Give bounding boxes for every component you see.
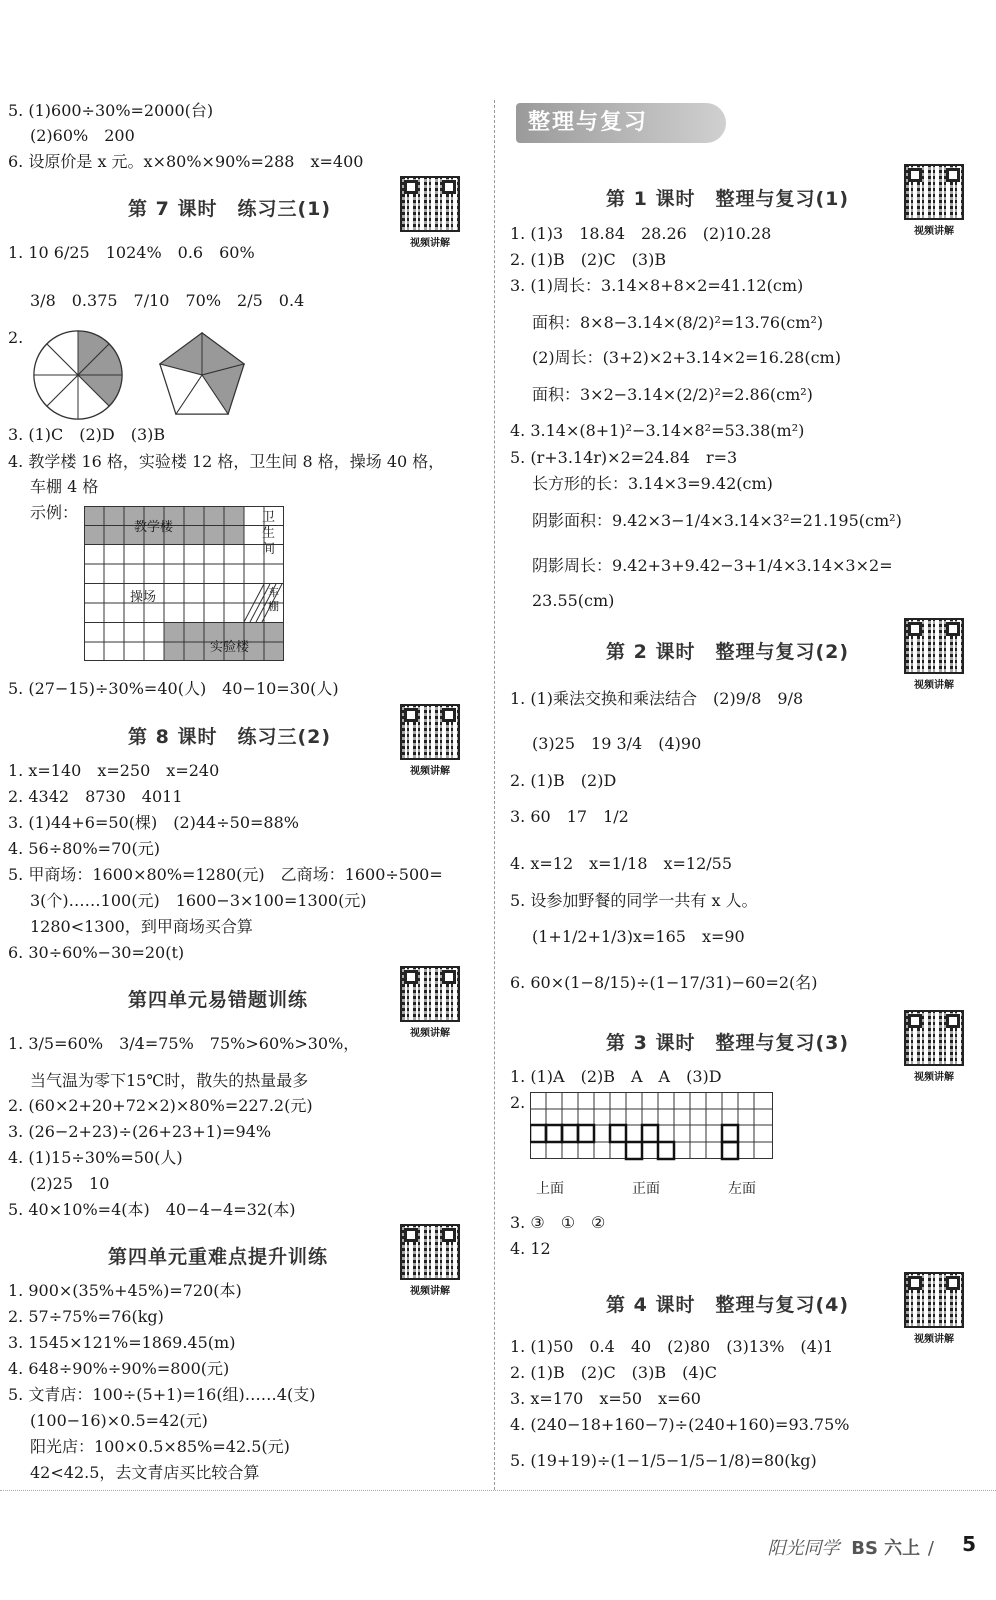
answer-line: 1. 900×(35%+45%)=720(本) [8, 1281, 242, 1300]
answer-line: (3)25 19 3/4 (4)90 [532, 734, 702, 753]
answer-line: 6. 设原价是 x 元。x×80%×90%=288 x=400 [8, 152, 364, 171]
qr-caption: 视频讲解 [914, 1334, 954, 1345]
answer-line: 2. (1)B (2)D [510, 771, 617, 790]
answer-line: 5. (19+19)÷(1−1/5−1/5−1/8)=80(kg) [510, 1451, 817, 1470]
answer-line: 车棚 4 格 [30, 477, 99, 496]
section-title: 第四单元易错题训练 [128, 989, 309, 1011]
page-separator: / [927, 1538, 934, 1559]
answer-line: 1. 10 6/25 1024% 0.6 60% [8, 243, 255, 262]
answer-line: 1280<1300，到甲商场买合算 [30, 917, 253, 936]
grid-label-shed: 车棚 [268, 586, 279, 613]
qr-code-icon [400, 1224, 460, 1280]
answer-line: 2. 57÷75%=76(kg) [8, 1307, 164, 1326]
answer-line: 1. 3/5=60% 3/4=75% 75%>60%>30%， [8, 1034, 360, 1053]
answer-line: 4. (240−18+160−7)÷(240+160)=93.75% [510, 1415, 850, 1434]
qr-code[interactable] [400, 176, 460, 249]
answer-line: 2. (60×2+20+72×2)×80%=227.2(元) [8, 1096, 313, 1115]
answer-line: 2. [510, 1093, 526, 1112]
qr-code[interactable] [904, 164, 964, 237]
qr-code-icon [400, 704, 460, 760]
pentagon-figure [160, 333, 244, 414]
answer-line: 1. (1)A (2)B A A (3)D [510, 1067, 722, 1086]
answer-line: 2. (1)B (2)C (3)B [510, 250, 667, 269]
answer-line: 2. (1)B (2)C (3)B (4)C [510, 1363, 718, 1382]
campus-grid-map [84, 506, 284, 661]
section-title: 第 2 课时 整理与复习(2) [606, 641, 850, 663]
qr-code[interactable] [904, 1272, 964, 1345]
answer-line: 3. (1)C (2)D (3)B [8, 425, 166, 444]
answer-line: 3. (26−2+23)÷(26+23+1)=94% [8, 1122, 272, 1141]
footer-brand [768, 1534, 935, 1560]
answer-line: 4. 56÷80%=70(元) [8, 839, 160, 858]
footer-rule [0, 1490, 996, 1493]
answer-line: 5. (27−15)÷30%=40(人) 40−10=30(人) [8, 679, 339, 698]
answer-line: 长方形的长：3.14×3=9.42(cm) [532, 474, 773, 493]
section-title: 第 8 课时 练习三(2) [128, 726, 332, 748]
answer-line: (100−16)×0.5=42(元) [30, 1411, 208, 1430]
qr-caption: 视频讲解 [410, 1286, 450, 1297]
qr-code-icon [400, 176, 460, 232]
qr-code[interactable] [904, 1010, 964, 1083]
answer-line: 5. 甲商场：1600×80%=1280(元) 乙商场：1600÷500= [8, 865, 443, 884]
page-number: 5 [962, 1532, 976, 1556]
answer-line: 4. 教学楼 16 格，实验楼 12 格，卫生间 8 格，操场 40 格， [8, 452, 445, 471]
view-label-left: 左面 [728, 1181, 756, 1197]
answer-line: 1. x=140 x=250 x=240 [8, 761, 220, 780]
qr-caption: 视频讲解 [410, 1028, 450, 1039]
qr-caption: 视频讲解 [410, 238, 450, 249]
answer-line: 5. (r+3.14r)×2=24.84 r=3 [510, 448, 738, 467]
answer-line: 面积：3×2−3.14×(2/2)²=2.86(cm²) [532, 385, 813, 404]
answer-line: 4. 3.14×(8+1)²−3.14×8²=53.38(m²) [510, 421, 805, 440]
answer-line: 1. (1)50 0.4 40 (2)80 (3)13% (4)1 [510, 1337, 834, 1356]
answer-line: 3. (1)周长：3.14×8+8×2=41.12(cm) [510, 276, 804, 295]
answer-line: (1+1/2+1/3)x=165 x=90 [532, 927, 745, 946]
answer-line: 42<42.5，去文青店买比较合算 [30, 1463, 260, 1482]
qr-caption: 视频讲解 [914, 680, 954, 691]
section-title: 第 7 课时 练习三(1) [128, 198, 332, 220]
answer-line: (2)周长：(3+2)×2+3.14×2=16.28(cm) [532, 348, 841, 367]
chapter-banner: 整理与复习 [516, 103, 726, 143]
answer-line: 示例： [30, 503, 79, 522]
answer-line: (2)25 10 [30, 1174, 110, 1193]
answer-line: 4. x=12 x=1/18 x=12/55 [510, 854, 733, 873]
qr-code-icon [904, 1272, 964, 1328]
qr-code[interactable] [400, 704, 460, 777]
grid-label-lab: 实验楼 [210, 640, 250, 655]
section-title: 第 1 课时 整理与复习(1) [606, 188, 850, 210]
answer-line: 阴影面积：9.42×3−1/4×3.14×3²=21.195(cm²) [532, 511, 902, 530]
qr-caption: 视频讲解 [410, 766, 450, 777]
book-label: BS 六上 [851, 1538, 921, 1559]
answer-line: 3. 1545×121%=1869.45(m) [8, 1333, 236, 1352]
qr-code-icon [400, 966, 460, 1022]
section-title: 第 3 课时 整理与复习(3) [606, 1032, 850, 1054]
answer-line: 2. [8, 328, 24, 347]
brand-name: 阳光同学 [767, 1538, 840, 1559]
answer-line: 3. x=170 x=50 x=60 [510, 1389, 701, 1408]
answer-line: 阴影周长：9.42+3+9.42−3+1/4×3.14×3×2= [532, 556, 893, 575]
grid-label-teaching: 教学楼 [134, 520, 174, 535]
answer-line: 4. 648÷90%÷90%=800(元) [8, 1359, 230, 1378]
view-label-top: 上面 [536, 1181, 564, 1197]
answer-line: 1. (1)3 18.84 28.26 (2)10.28 [510, 224, 772, 243]
answer-line: 6. 60×(1−8/15)÷(1−17/31)−60=2(名) [510, 973, 818, 992]
answer-line: 5. 设参加野餐的同学一共有 x 人。 [510, 891, 758, 910]
qr-code[interactable] [400, 1224, 460, 1297]
answer-line: 4. (1)15÷30%=50(人) [8, 1148, 183, 1167]
answer-line: 5. (1)600÷30%=2000(台) [8, 101, 214, 120]
pie-circle-figure [34, 331, 122, 419]
campus-grid [84, 506, 284, 661]
answer-line: 3/8 0.375 7/10 70% 2/5 0.4 [30, 291, 305, 310]
answer-line: 3. (1)44+6=50(棵) (2)44÷50=88% [8, 813, 299, 832]
section-title: 第 4 课时 整理与复习(4) [606, 1294, 850, 1316]
answer-line: 4. 12 [510, 1239, 551, 1258]
qr-code-icon [904, 164, 964, 220]
qr-caption: 视频讲解 [914, 1072, 954, 1083]
answer-line: 3. ③ ① ② [510, 1213, 606, 1232]
answer-line: 6. 30÷60%−30=20(t) [8, 943, 185, 962]
grid-label-restroom: 卫生间 [262, 510, 276, 557]
answer-line: 23.55(cm) [532, 591, 615, 610]
fraction-shapes [30, 330, 260, 420]
answer-line: 5. 40×10%=4(本) 40−4−4=32(本) [8, 1200, 296, 1219]
answer-line: 3. 60 17 1/2 [510, 807, 629, 826]
three-views-grid [530, 1092, 786, 1164]
view-label-front: 正面 [632, 1181, 660, 1197]
answer-line: 当气温为零下15℃时，散失的热量最多 [30, 1071, 309, 1090]
qr-caption: 视频讲解 [914, 226, 954, 237]
section-title: 第四单元重难点提升训练 [108, 1246, 329, 1268]
answer-line: 2. 4342 8730 4011 [8, 787, 183, 806]
column-divider [494, 100, 495, 1490]
answer-line: 1. (1)乘法交换和乘法结合 (2)9/8 9/8 [510, 689, 804, 708]
qr-code-icon [904, 1010, 964, 1066]
grid-label-field: 操场 [130, 590, 157, 605]
answer-line: 5. 文青店：100÷(5+1)=16(组)……4(支) [8, 1385, 316, 1404]
qr-code-icon [904, 618, 964, 674]
answer-line: (2)60% 200 [30, 126, 135, 145]
answer-line: 阳光店：100×0.5×85%=42.5(元) [30, 1437, 290, 1456]
answer-line: 面积：8×8−3.14×(8/2)²=13.76(cm²) [532, 313, 824, 332]
qr-code[interactable] [904, 618, 964, 691]
answer-line: 3(个)……100(元) 1600−3×100=1300(元) [30, 891, 367, 910]
qr-code[interactable] [400, 966, 460, 1039]
